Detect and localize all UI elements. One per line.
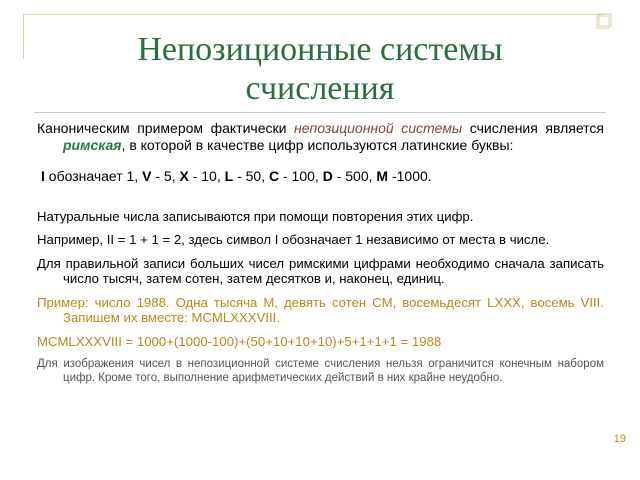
symbol-value: - 5, bbox=[151, 168, 180, 184]
symbol-value: - 100, bbox=[279, 168, 323, 184]
paragraph-formula-1988: МСМLXXXVIII = 1000+(1000-100)+(50+10+10+10)+5+1+1+1 = 1988 bbox=[37, 333, 442, 349]
symbol-letter: M bbox=[376, 168, 389, 184]
keyword-roman: римская bbox=[63, 136, 122, 153]
paragraph-conclusion: Для изображения чисел в непозиционной системе счисления нельзя ограничится конечным набором цифр. Кроме того, выполнение арифметических действий в них крайне неудобно. bbox=[37, 358, 604, 384]
symbol-value: - 50, bbox=[233, 168, 269, 184]
symbol-letter: D bbox=[322, 168, 333, 184]
symbol-value: -1000. bbox=[388, 168, 432, 184]
page-number: 19 bbox=[613, 433, 626, 445]
symbol-value: - 10, bbox=[188, 168, 225, 184]
symbol-value: - 500, bbox=[332, 168, 377, 184]
keyword-nonpositional: непозиционной системы bbox=[294, 120, 463, 136]
slide-body bbox=[37, 120, 604, 385]
slide-title bbox=[0, 30, 640, 108]
roman-symbols-line bbox=[37, 169, 604, 185]
intro-text-1: Каноническим примером фактически bbox=[37, 120, 294, 136]
intro-text-2: счисления является bbox=[462, 120, 604, 136]
symbol-letter: I bbox=[41, 168, 45, 184]
title-divider bbox=[34, 112, 606, 113]
symbol-letter: V bbox=[142, 168, 152, 184]
symbol-value: обозначает 1, bbox=[44, 168, 143, 184]
frame-corner-ornament bbox=[595, 12, 613, 30]
symbol-letter: L bbox=[224, 168, 234, 184]
intro-paragraph bbox=[37, 120, 604, 153]
paragraph-example-ii: Например, II = 1 + 1 = 2, здесь символ I обозначает 1 независимо от места в числе. bbox=[37, 232, 550, 247]
paragraph-repetition: Натуральные числа записываются при помощи повторения этих цифр. bbox=[37, 208, 474, 224]
title-line-1: Непозиционные системы bbox=[137, 31, 503, 68]
paragraph-example-1988: Пример: число 1988. Одна тысяча М, девять сотен СМ, восемьдесят LXXX, восемь VIII. Запишем их вместе: МСМLXXXVIII. bbox=[37, 294, 604, 325]
intro-text-3: , в которой в качестве цифр используются латинские буквы: bbox=[121, 136, 514, 153]
frame-line-top bbox=[23, 14, 603, 15]
title-line-2: счисления bbox=[245, 70, 395, 107]
symbol-letter: C bbox=[268, 168, 280, 184]
paragraph-writing-rule: Для правильной записи больших чисел римскими цифрами необходимо сначала записать число тысяч, затем сотен, затем десятков и, наконец, единиц. bbox=[37, 255, 604, 286]
symbol-letter: X bbox=[179, 168, 189, 184]
